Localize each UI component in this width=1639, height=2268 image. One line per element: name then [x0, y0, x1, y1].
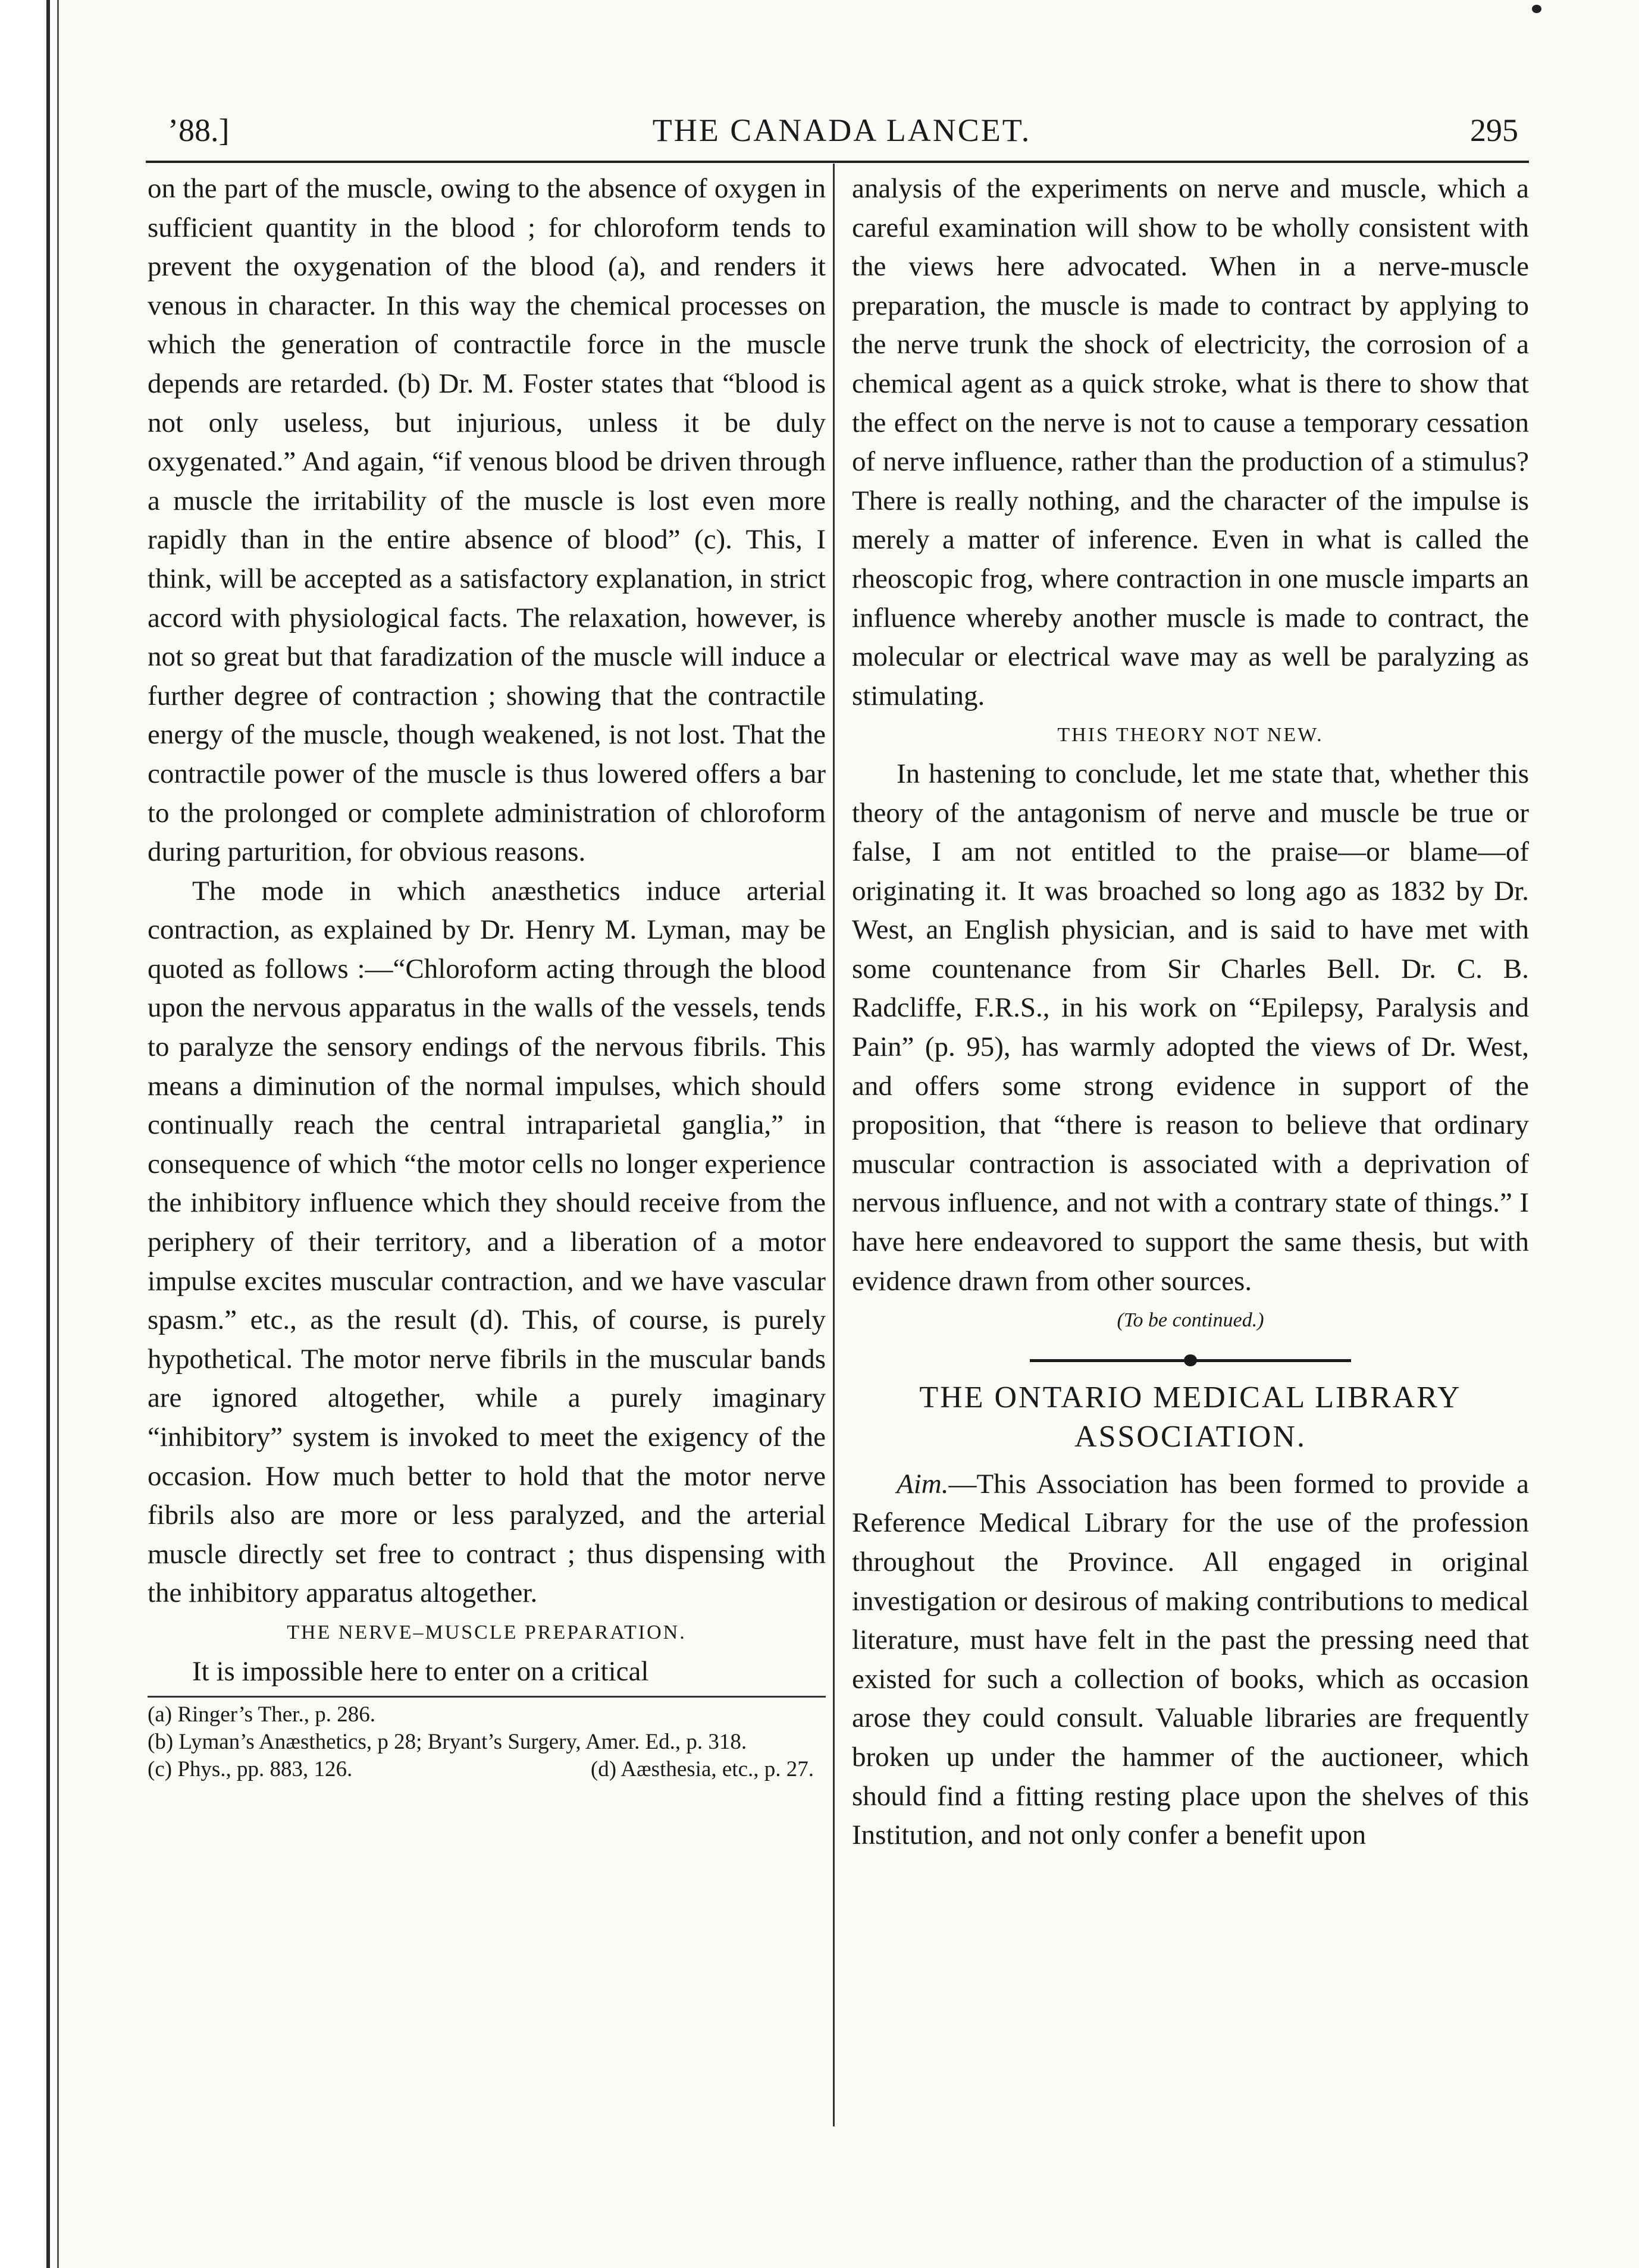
section-divider	[1030, 1340, 1351, 1376]
footnote-row-cd	[148, 1756, 826, 1783]
aim-paragraph	[852, 1465, 1529, 1855]
header-rule	[146, 161, 1529, 163]
left-paragraph-2: The mode in which anæsthetics induce arterial contraction, as explained by Dr. Henry M. Lyman, may be quoted as follows :—“Chloroform acting through the blood upon the nervous apparatus in the walls of the vessels, tends to paralyze the sensory endings of the nervous fibrils. This means a diminution of the normal impulses, which should continually reach the central intraparietal ganglia,” in consequence of which “the motor cells no longer experience the inhibitory influence which they should receive from the periphery of their territory, and a liberation of a motor impulse excites muscular contraction, and we have vascular spasm.” etc., as the result (d). This, of course, is purely hypothetical. The motor nerve fibrils in the muscular bands are ignored altogether, while a purely imaginary “inhibitory” system is invoked to meet the exigency of the occasion. How much better to hold that the motor nerve fibrils also are more or less paralyzed, and the arterial muscle directly set free to contract ; thus dispensing with the inhibitory apparatus altogether.	[148, 875, 826, 1609]
right-column	[852, 170, 1529, 1855]
divider-ornament	[1184, 1354, 1197, 1366]
scan-binding-line	[46, 0, 50, 2268]
footnote-b: (b) Lyman’s Anæsthetics, p 28; Bryant’s Surgery, Amer. Ed., p. 318.	[148, 1730, 747, 1755]
section-title	[852, 1378, 1529, 1457]
left-column	[148, 170, 826, 1783]
ink-speck	[1532, 5, 1541, 13]
left-paragraph-1: on the part of the muscle, owing to the absence of oxygen in sufficient quantity in the blood ; for chloroform tends to prevent the oxygenation of the blood (a), and renders it venous in character. In this way the chemical processes on which the generation of contractile force in the muscle depends are retarded. (b) Dr. M. Foster states that “blood is not only useless, but injurious, unless it be duly oxygenated.” And again, “if venous blood be driven through a muscle the irritability of the muscle is lost even more rapidly than in the entire absence of blood” (c). This, I think, will be accepted as a satisfactory explanation, in strict accord with physiological facts. The relaxation, however, is not so great but that faradization of the muscle will induce a further degree of contraction ; showing that the contractile energy of the muscle, though weakened, is not lost. That the contractile power of the muscle is thus lowered offers a bar to the prolonged or complete administration of chloroform during parturition, for obvious reasons.	[148, 173, 826, 868]
page-number: 295	[1470, 112, 1518, 148]
header-year: ’88.]	[168, 112, 230, 148]
aim-label: Aim.	[897, 1468, 949, 1500]
subheading-theory: THIS THEORY NOT NEW.	[1057, 724, 1324, 746]
to-be-continued: (To be continued.)	[1117, 1309, 1264, 1332]
aim-text: —This Association has been formed to provide a Reference Medical Library for the use of the profession throughout the Province. All engaged in original investigation or desirous of making contributions to medical literature, must have felt in the past the pressing need that existed for such a collection of books, which as occasion arose they could consult. Valuable libraries are frequently broken up under the hammer of the auctioneer, which should find a fitting resting place upon the shelves of this Institution, and not only confer a benefit upon	[852, 1468, 1529, 1851]
left-paragraph-3: It is impossible here to enter on a critical	[192, 1655, 649, 1687]
footnotes	[148, 1696, 826, 1783]
footnote-c: (c) Phys., pp. 883, 126.	[148, 1757, 353, 1782]
scan-edge	[0, 0, 59, 2268]
footnote-d: (d) Aæsthesia, etc., p. 27.	[590, 1757, 814, 1782]
running-header	[161, 107, 1523, 149]
journal-title: THE CANADA LANCET.	[652, 112, 1032, 148]
scan-binding-line-secondary	[57, 0, 59, 2268]
column-rule	[833, 164, 835, 2126]
right-paragraph-1: analysis of the experiments on nerve and muscle, which a careful examination will show to be wholly consistent with the views here advocated. When in a nerve-muscle preparation, the muscle is made to contract by applying to the nerve trunk the shock of electricity, the corrosion of a chemical agent as a quick stroke, what is there to show that the effect on the nerve is not to cause a temporary cessation of nerve influence, rather than the production of a stimulus? There is really nothing, and the character of the impulse is merely a matter of inference. Even in what is called the rheoscopic frog, where contraction in one muscle imparts an influence whereby another muscle is made to contract, the molecular or electrical wave may as well be paralyzing as stimulating.	[852, 173, 1529, 711]
subheading-nerve-muscle: THE NERVE–MUSCLE PREPARATION.	[287, 1621, 687, 1643]
section-title-line-1: THE ONTARIO MEDICAL LIBRARY	[919, 1380, 1462, 1414]
right-paragraph-2: In hastening to conclude, let me state that, whether this theory of the antagonism of nerve and muscle be true or false, I am not entitled to the praise—or blame—of originating it. It was broached so long ago as 1832 by Dr. West, an English physician, and is said to have met with some countenance from Sir Charles Bell. Dr. C. B. Radcliffe, F.R.S., in his work on “Epilepsy, Paralysis and Pain” (p. 95), has warmly adopted the views of Dr. West, and offers some strong evidence in support of the proposition, that “there is reason to believe that ordinary muscular contraction is associated with a deprivation of nervous influence, and not with a contrary state of things.” I have here endeavored to support the same thesis, but with evidence drawn from other sources.	[852, 758, 1529, 1297]
footnote-a: (a) Ringer’s Ther., p. 286.	[148, 1702, 375, 1727]
section-title-line-2: ASSOCIATION.	[1074, 1419, 1306, 1454]
